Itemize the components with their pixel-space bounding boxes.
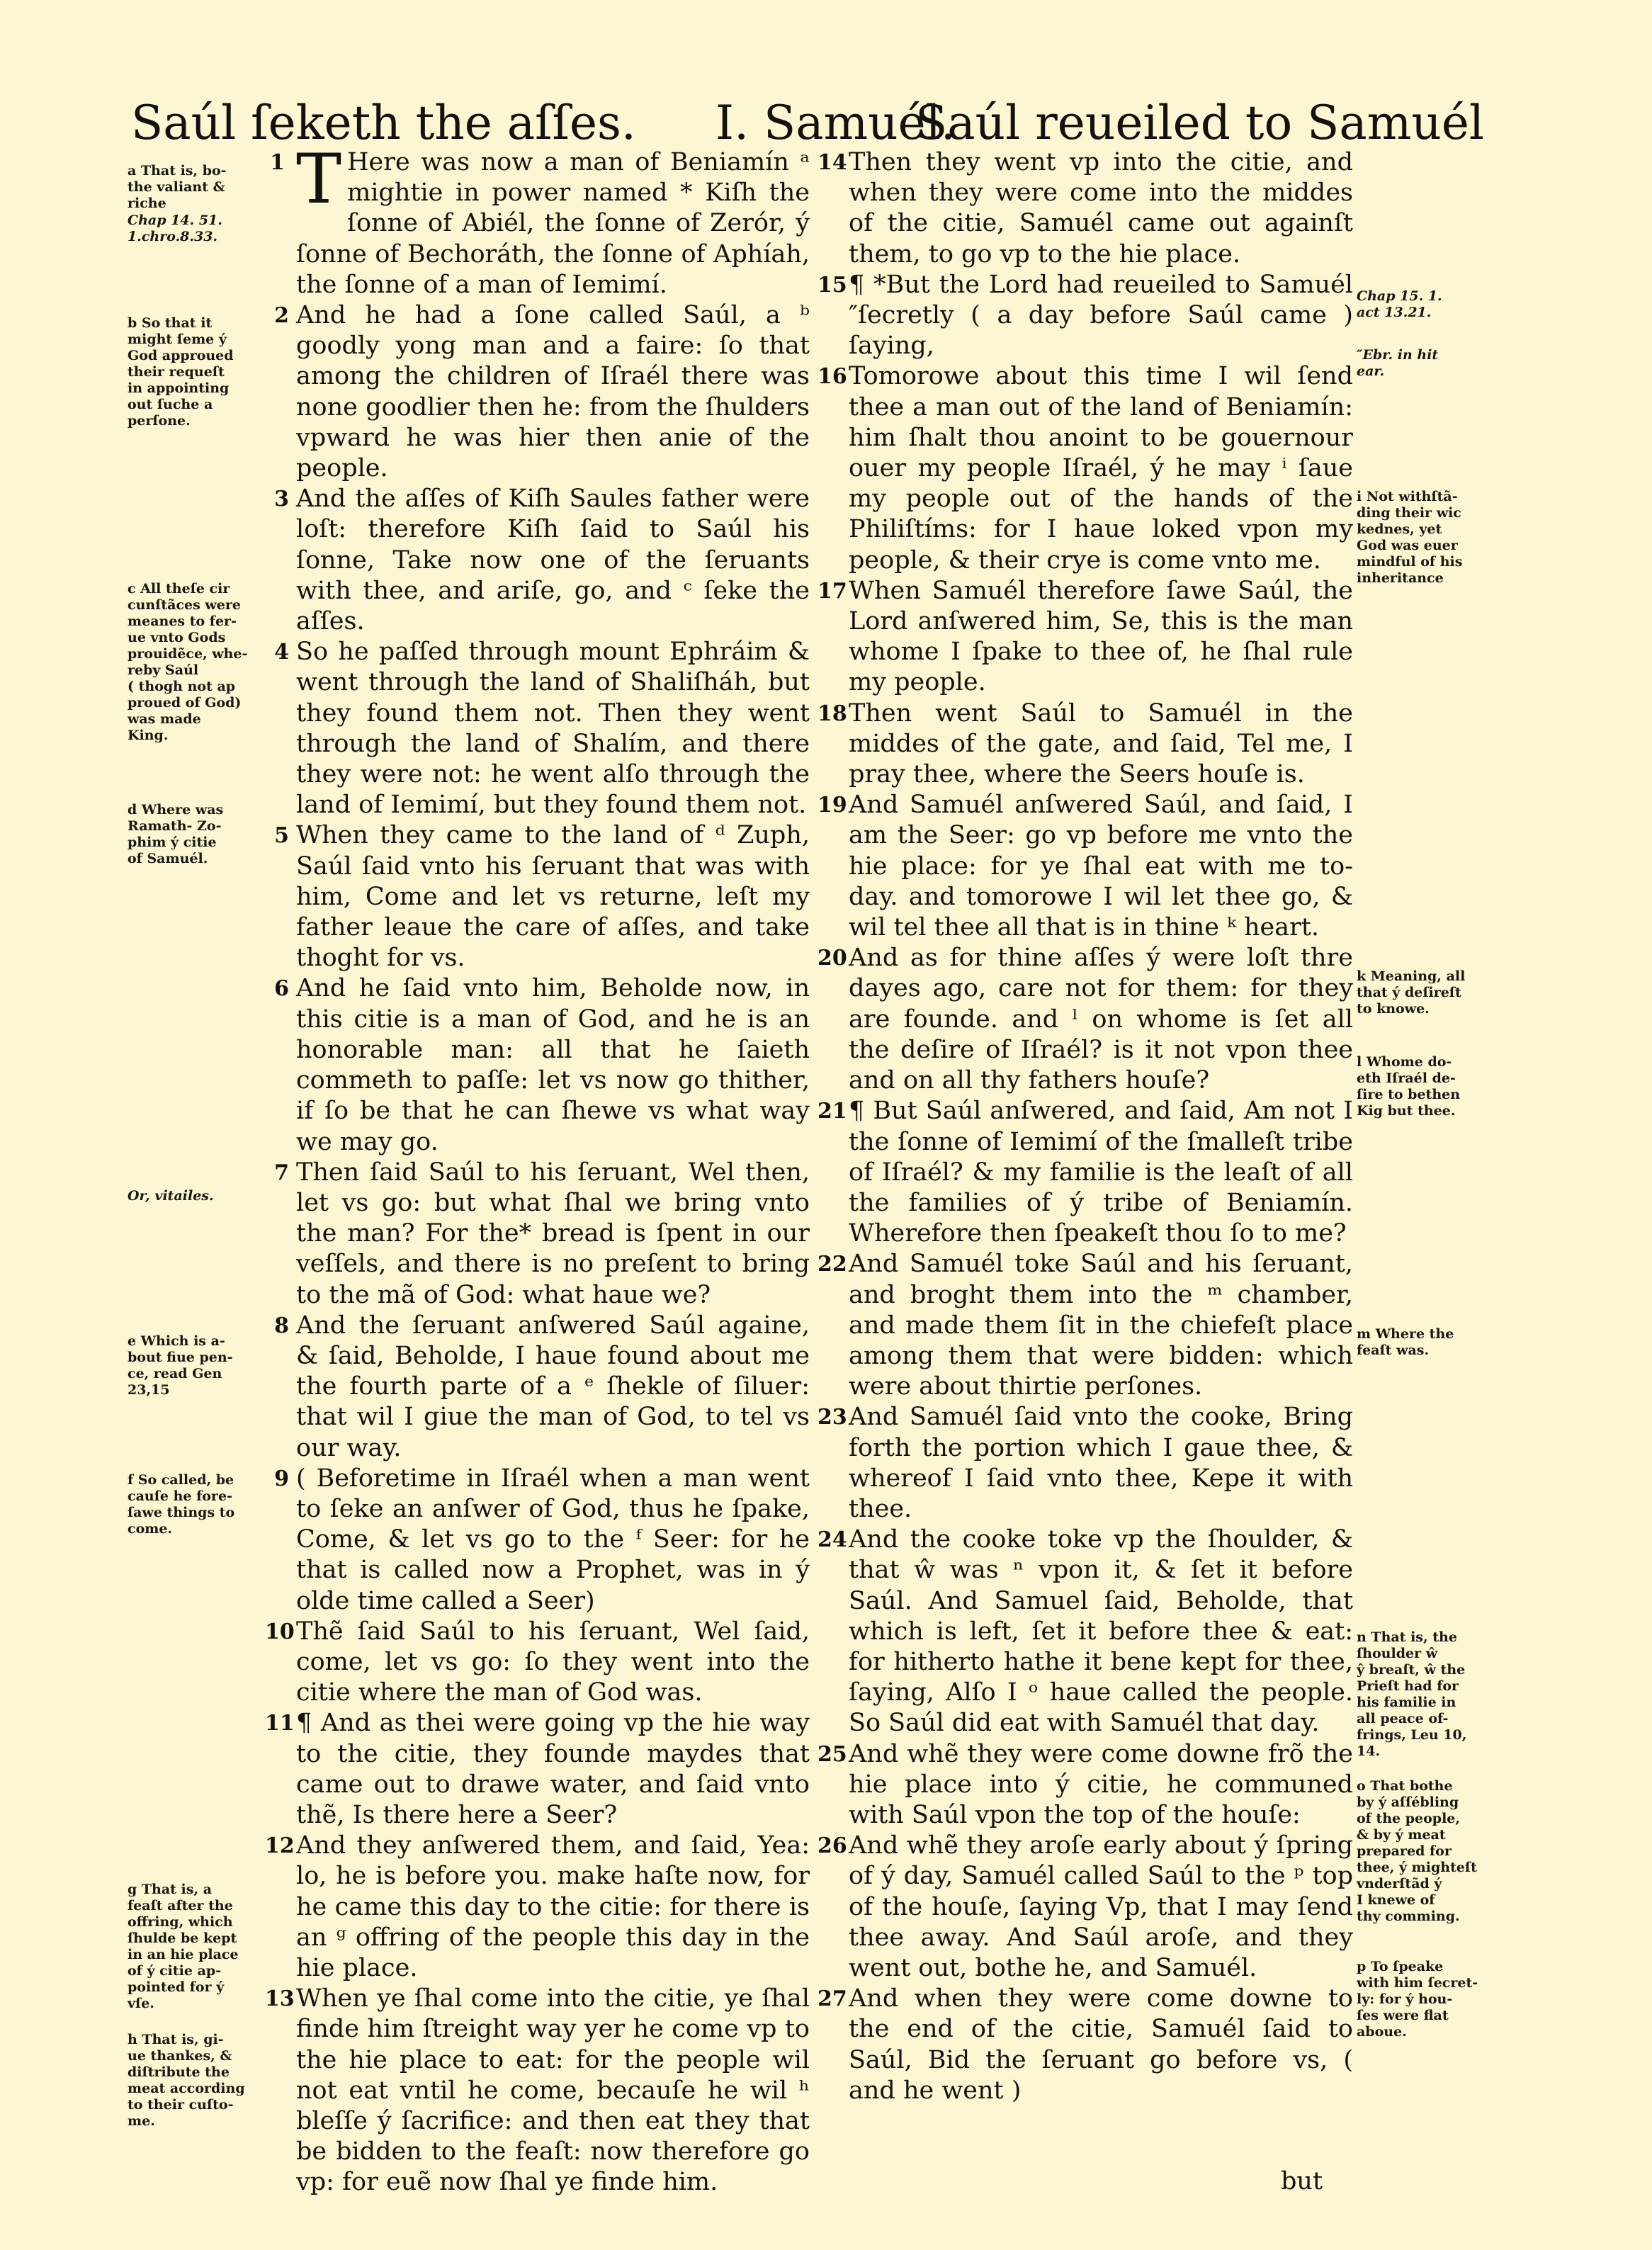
verse-number: 14 (817, 150, 847, 175)
verse (817, 361, 1353, 575)
margin-note: b So that it might ſeme ý God approued their requeſt in appointing out ſuche a perſone. (128, 315, 234, 429)
verse-number: 18 (817, 701, 847, 726)
verse-text: When Samuél therefore ſawe Saúl, the Lord anſwered him, Se, this is the man whome I ſpake to thee of, he ſhal rule my people. (849, 576, 1353, 697)
verse (817, 576, 1353, 699)
verse (274, 484, 810, 637)
drop-cap: T (296, 140, 342, 219)
verse (817, 1525, 1353, 1739)
verse-text: And Samuél anſwered Saúl, and ſaid, I am the Seer: go vp before me vnto the hie place: for ye ſhal eat with me to-day. and tomorowe I wil let thee go, & wil tel thee all that is in thine ᵏ heart. (849, 791, 1353, 942)
verse-number: 16 (817, 364, 847, 390)
verse (817, 790, 1353, 943)
verse-text: ¶ And as thei were going vp the hie way to the citie, they founde maydes that came out to drawe water, and ſaid vnto thẽ, Is there here a Seer? (296, 1709, 810, 1829)
verse (265, 1831, 810, 1984)
verse-number: 24 (817, 1527, 847, 1553)
verse-number: 6 (274, 976, 289, 1002)
verse-number: 27 (817, 1986, 847, 2012)
margin-note: Or, vitailes. (128, 1188, 214, 1204)
verse-text: Here was now a man of Beniamín ᵃ mightie in power named * Kiſh the ſonne of Abiél, the ſonne of Zerór, ý ſonne of Bechoráth, the ſonne of Aphíah, the ſonne of a man of Iemimí. (296, 148, 810, 299)
margin-note: m Where the feaſt was. (1357, 1326, 1454, 1358)
margin-note: d Where was Ramath- Zo- phim ý citie of Samuél. (128, 802, 224, 866)
verse-number: 7 (274, 1160, 289, 1185)
verse-number: 12 (265, 1833, 295, 1859)
verse-number: 9 (274, 1466, 289, 1491)
verse-text: And the cooke toke vp the ſhoulder, & that ŵ was ⁿ vpon it, & ſet it before Saúl. And Samuel ſaid, Beholde, that which is left, ſet it before thee & eat: for hitherto hathe it bene kept for thee, ſaying, Alſo I ᵒ haue called the people. So Saúl did eat with Samuél that day. (849, 1525, 1353, 1738)
margin-note: p To ſpeake with him ſecret- ly: for ý hou- ſes were flat aboue. (1357, 1959, 1478, 2040)
verse (270, 140, 810, 300)
margin-note: a That is, bo- the valiant & riche (128, 163, 227, 211)
verse-number: 26 (817, 1833, 847, 1859)
verse-number: 20 (817, 946, 847, 971)
verse-number: 10 (265, 1619, 295, 1644)
verse-number: 4 (274, 640, 289, 665)
verse-text: Thẽ ſaid Saúl to his ſeruant, Wel ſaid, come, let vs go: ſo they went into the citie where the man of God was. (296, 1617, 810, 1707)
verse-text: When they came to the land of ᵈ Zuph, Saúl ſaid vnto his ſeruant that was with him, Come and let vs returne, leſt my father leaue the care of aſſes, and take thoght for vs. (296, 821, 810, 973)
verse-text: ¶ But Saúl anſwered, and ſaid, Am not I the ſonne of Iemimí of the ſmalleſt tribe of Iſraél? & my familie is the leaſt of all the families of ý tribe of Beniamín. Wherefore then ſpeakeſt thou ſo to me? (849, 1097, 1353, 1248)
verse-text: Then ſaid Saúl to his ſeruant, Wel then, let vs go: but what ſhal we bring vnto the man? For the* bread is ſpent in our veſſels, and there is no preſent to bring to the mã of God: what haue we? (296, 1158, 810, 1309)
verse (817, 1739, 1353, 1831)
margin-note: c All theſe cir cunſtãces were meanes to fer- ue vnto Gods prouidẽce, whe- reby Saúl ( thogh not ap proued of God) was made King. (128, 581, 248, 743)
verse-number: 1 (270, 150, 285, 175)
verse (817, 1249, 1353, 1402)
verse (265, 1984, 810, 2198)
verse (817, 270, 1353, 362)
margin-note: h That is, gi- ue thankes, & diſtribute the meat according to their cuſto- me. (128, 2032, 245, 2129)
verse (274, 1311, 810, 1464)
verse (274, 820, 810, 973)
margin-note: Chap 14. 51. 1.chro.8.33. (128, 213, 222, 244)
margin-note: l Whome do- eth Iſraél de- ſire to bethen Kig but thee. (1357, 1054, 1461, 1119)
verse-number: 22 (817, 1252, 847, 1277)
verse-text: When ye ſhal come into the citie, ye ſhal finde him ſtreight way yer he come vp to the hie place to eat: for the people wil not eat vntil he come, becauſe he wil ʰ bleſſe ý ſacrifice: and then eat they that be bidden to the feaſt: now therefore go vp: for euẽ now ſhal ye finde him. (296, 1984, 810, 2197)
verse-text: Then went Saúl to Samuél in the middes of the gate, and ſaid, Tel me, I pray thee, where the Seers houſe is. (849, 699, 1353, 789)
verse-text: And as for thine aſſes ý were loſt thre dayes ago, care not for them: for they are founde. and ˡ on whome is ſet all the deſire of Iſraél? is it not vpon thee and on all thy fathers houſe? (849, 944, 1353, 1095)
verse-text: ( Beforetime in Iſraél when a man went to ſeke an anſwer of God, thus he ſpake, Come, & let vs go to the ᶠ Seer: for he that is called now a Prophet, was in ý olde time called a Seer) (296, 1464, 810, 1615)
verse-text: And the aſſes of Kiſh Saules father were loſt: therefore Kiſh ſaid to Saúl his ſonne, Take now one of the ſeruants with thee, and ariſe, go, and ᶜ ſeke the aſſes. (296, 485, 810, 636)
verse (265, 1708, 810, 1831)
verse-number: 13 (265, 1986, 295, 2012)
verse-number: 21 (817, 1099, 847, 1124)
verse (817, 699, 1353, 791)
verse-number: 8 (274, 1313, 289, 1338)
running-head-right: Saúl reueiled to Samuél (915, 96, 1484, 150)
verse-number: 17 (817, 578, 847, 604)
margin-note: g That is, a feaſt after the offring, which ſhulde be kept in an hie place of ý citie ap- pointed for ý vſe. (128, 1882, 239, 2011)
verse-text: And Samuél toke Saúl and his ſeruant, and broght them into the ᵐ chamber, and made them ſit in the chiefeſt place among them that were bidden: which were about thirtie perſones. (849, 1250, 1353, 1401)
verse-text: And he ſaid vnto him, Beholde now, in this citie is a man of God, and he is an honorable man: all that he ſaieth commeth to paſſe: let vs now go thither, if ſo be that he can ſhewe vs what way we may go. (296, 974, 810, 1156)
verse-text: ¶ *But the Lord had reueiled to Samuél ″ſecretly ( a day before Saúl came ) ſaying, (849, 270, 1353, 361)
verse-number: 25 (817, 1741, 847, 1767)
verse-text: So he paſſed through mount Ephráim & went through the land of Shaliſháh, but they found them not. Then they went through the land of Shalím, and there they were not: he went alſo through the land of Iemimí, but they found them not. (296, 638, 810, 820)
verse-text: And when they were come downe to the end of the citie, Samuél ſaid to Saúl, Bid the ſeruant go before vs, ( and he went ) (849, 1984, 1353, 2105)
verse-text: And he had a ſone called Saúl, a ᵇ goodly yong man and a faire: ſo that among the children of Iſraél there was none goodlier then he: from the ſhulders vpward he was hier then anie of the people. (296, 301, 810, 483)
verse-text: And the ſeruant anſwered Saúl againe, & ſaid, Beholde, I haue found about me the fourth parte of a ᵉ ſhekle of ſiluer: that wil I giue the man of God, to tel vs our way. (296, 1311, 810, 1462)
verse (274, 1464, 810, 1617)
verse (265, 1617, 810, 1709)
verse (274, 300, 810, 484)
book-title: I. Samuél. (715, 96, 956, 150)
margin-note: ″Ebr. in hit ear. (1357, 347, 1439, 379)
verse (817, 1984, 1353, 2106)
margin-note: n That is, the ſhoulder ŵ ŷ breaſt, ŵ the Prieſt had for his familie in all peace of- frings, Leu 10, 14. (1357, 1629, 1467, 1759)
margin-note: f So called, be cauſe he fore- ſawe things to come. (128, 1472, 235, 1537)
verse-text: And whẽ they were come downe frõ the hie place into ý citie, he communed with Saúl vpon the top of the houſe: (849, 1739, 1353, 1829)
verse-number: 3 (274, 487, 289, 512)
verse-text: Then they went vp into the citie, and when they were come into the middes of the citie, Samuél came out againſt them, to go vp to the hie place. (849, 148, 1353, 268)
right-text-column (817, 147, 1353, 2106)
margin-note: i Not withſtã- ding their wic kednes, yet God was euer mindful of his inheritance (1357, 489, 1463, 586)
margin-note: k Meaning, all that ý deſireſt to knowe. (1357, 968, 1466, 1017)
verse (817, 1096, 1353, 1249)
verse (817, 147, 1353, 270)
verse-text: Tomorowe about this time I wil ſend thee a man out of the land of Beniamín: him ſhalt thou anoint to be gouernour ouer my people Iſraél, ý he may ⁱ ſaue my people out of the hands of the Philiſtíms: for I haue loked vpon my people, & their crye is come vnto me. (849, 362, 1353, 575)
verse (817, 1402, 1353, 1525)
margin-note: e Which is a- bout fiue pen- ce, read Gen 23,15 (128, 1333, 233, 1398)
verse-text: And Samuél ſaid vnto the cooke, Bring forth the portion which I gaue thee, & whereof I ſaid vnto thee, Kepe it with thee. (849, 1403, 1353, 1523)
verse-number: 11 (265, 1711, 295, 1736)
verse-number: 5 (274, 823, 289, 849)
verse-number: 19 (817, 793, 847, 818)
verse-text: And whẽ they aroſe early about ý ſpring of ý day, Samuél called Saúl to the ᵖ top of the houſe, ſaying Vp, that I may ſend thee away. And Saúl aroſe, and they went out, bothe he, and Samuél. (849, 1831, 1353, 1982)
margin-note: o That bothe by ý aſſébling of the people, & by ý meat prepared for thee, ý mighteſt vnderſtãd ý I knewe of thy comming. (1357, 1778, 1477, 1924)
left-text-column (265, 140, 810, 2198)
verse-number: 2 (274, 303, 289, 329)
verse-text: And they anſwered them, and ſaid, Yea: lo, he is before you. make haſte now, for he came this day to the citie: for there is an ᵍ offring of the people this day in the hie place. (296, 1831, 810, 1982)
verse (817, 943, 1353, 1096)
verse-number: 15 (817, 272, 847, 298)
verse (274, 637, 810, 820)
verse (274, 1158, 810, 1311)
verse (274, 973, 810, 1157)
verse (817, 1831, 1353, 1984)
verse-number: 23 (817, 1405, 847, 1430)
catchword: but (1281, 2167, 1323, 2195)
running-head-left: Saúl ſeketh the aſſes. (131, 96, 636, 150)
margin-note: Chap 15. 1. act 13.21. (1357, 288, 1442, 320)
